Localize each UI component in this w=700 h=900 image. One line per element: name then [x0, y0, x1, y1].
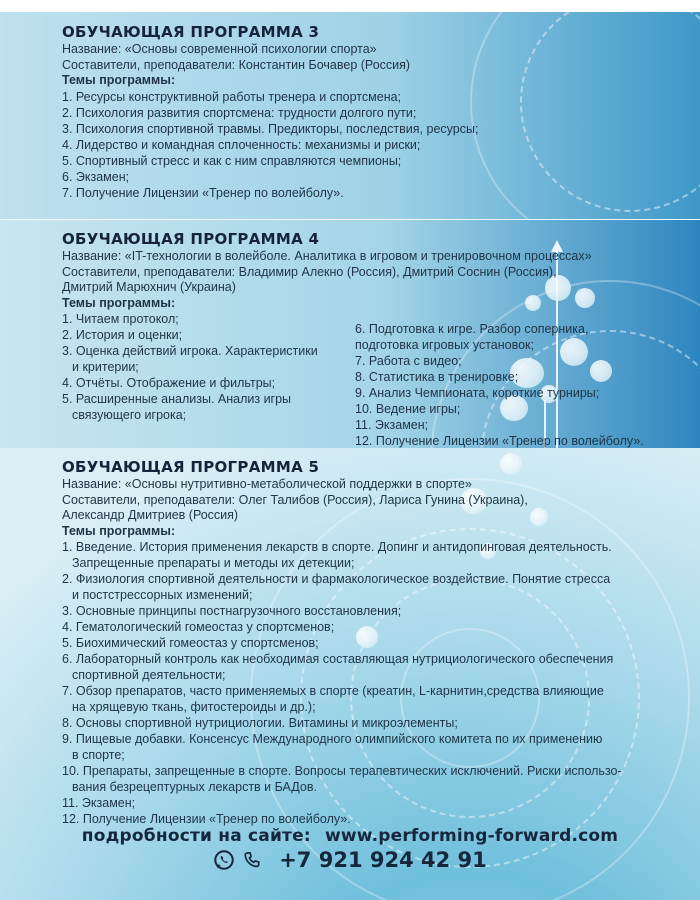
- list-item: 8. Статистика в тренировке;: [355, 370, 519, 384]
- list-item: 2. Психология развития спортсмена: трудности долгого пути;: [62, 105, 417, 120]
- list-item: 3. Основные принципы постнагрузочного восстановления;: [62, 604, 402, 618]
- list-item: 6. Подготовка к игре. Разбор соперника, подготовка игровых установок;: [355, 322, 589, 352]
- program-3-section: [62, 22, 670, 201]
- list-item: 4. Отчёты. Отображение и фильтры;: [62, 376, 276, 390]
- list-item: 5. Расширенные анализы. Анализ игры связующего игрока;: [62, 392, 292, 422]
- list-item: 6. Экзамен;: [62, 169, 130, 184]
- program-4-name: Название: «IT-технологии в волейболе. Аналитика в игровом и тренировочном процессах»: [62, 249, 592, 263]
- list-item: 2. Физиология спортивной деятельности и фармакологическое воздействие. Понятие стресса и постстрессорных изменений;: [62, 572, 611, 602]
- list-item: 5. Биохимический гомеостаз у спортсменов;: [62, 636, 319, 650]
- program-5-topics-heading: Темы программы:: [62, 523, 176, 538]
- list-item: 7. Обзор препаратов, часто применяемых в спорте (креатин, L-карнитин,средства влияющие на хрящевую ткань, фитостероиды и др.);: [62, 684, 604, 714]
- list-item: 5. Спортивный стресс и как с ним справляются чемпионы;: [62, 153, 402, 168]
- list-item: 3. Оценка действий игрока. Характеристики и критерии;: [62, 344, 318, 374]
- program-5-authors: Составители, преподаватели: Олег Талибов (Россия), Лариса Гунина (Украина),: [62, 492, 528, 507]
- program-3-name: Название: «Основы современной психологии спорта»: [62, 42, 377, 56]
- list-item: 11. Экзамен;: [62, 796, 136, 810]
- list-item: 12. Получение Лицензии «Тренер по волейболу».: [355, 434, 644, 448]
- whatsapp-icon[interactable]: [213, 849, 235, 871]
- list-item: 3. Психология спортивной травмы. Предикторы, последствия, ресурсы;: [62, 121, 479, 136]
- list-item: 1. Ресурсы конструктивной работы тренера и спортсмена;: [62, 89, 402, 104]
- list-item: 1. Введение. История применения лекарств в спорте. Допинг и антидопинговая деятельность. Запрещенные препараты и методы их детекции;: [62, 540, 612, 570]
- list-item: 4. Гематологический гомеостаз у спортсменов;: [62, 620, 335, 634]
- phone-icon[interactable]: [243, 850, 261, 870]
- list-item: 10. Ведение игры;: [355, 402, 461, 416]
- program-4-section: [62, 229, 670, 448]
- program-3-title: ОБУЧАЮЩАЯ ПРОГРАММА 3: [62, 23, 320, 41]
- list-item: 9. Анализ Чемпионата, короткие турниры;: [355, 386, 600, 400]
- program-3-topics-heading: Темы программы:: [62, 73, 176, 87]
- list-item: 8. Основы спортивной нутрициологии. Витамины и микроэлементы;: [62, 716, 458, 730]
- phone-line: [0, 848, 700, 872]
- program-5-section: [62, 457, 670, 827]
- list-item: 7. Работа с видео;: [355, 354, 462, 368]
- program-5-authors-cont: Александр Дмитриев (Россия): [62, 508, 239, 522]
- program-4-authors: Составители, преподаватели: Владимир Алекно (Россия), Дмитрий Соснин (Россия),: [62, 264, 557, 279]
- list-item: 9. Пищевые добавки. Консенсус Международного олимпийского комитета по их применению в спорте;: [62, 732, 603, 762]
- list-item: 1. Читаем протокол;: [62, 312, 179, 326]
- program-3-topics-list: [62, 89, 670, 201]
- list-item: 11. Экзамен;: [355, 418, 429, 432]
- website-link[interactable]: www.performing-forward.com: [324, 826, 619, 846]
- program-5-topics-list: [62, 539, 670, 827]
- website-line: [0, 826, 700, 846]
- program-4-topics-left: [62, 311, 354, 423]
- program-5-title: ОБУЧАЮЩАЯ ПРОГРАММА 5: [62, 458, 320, 476]
- program-4-title: ОБУЧАЮЩАЯ ПРОГРАММА 4: [62, 230, 320, 248]
- program-4-authors-cont: Дмитрий Марюхнич (Украина): [62, 280, 236, 294]
- list-item: 7. Получение Лицензии «Тренер по волейболу».: [62, 185, 344, 200]
- phone-number[interactable]: +7 921 924 42 91: [279, 848, 487, 872]
- list-item: 4. Лидерство и командная сплоченность: механизмы и риски;: [62, 137, 421, 152]
- program-4-topics-right: [355, 321, 675, 449]
- list-item: 10. Препараты, запрещенные в спорте. Вопросы терапевтических исключений. Риски использо- вания безрецептурных лекарств и БАДов.: [62, 764, 622, 794]
- program-3-authors: Составители, преподаватели: Константин Бочавер (Россия): [62, 57, 411, 72]
- website-label: подробности на сайте:: [81, 826, 311, 846]
- list-item: 12. Получение Лицензии «Тренер по волейболу».: [62, 812, 351, 826]
- program-4-topics-heading: Темы программы:: [62, 295, 176, 310]
- list-item: 2. История и оценки;: [62, 328, 183, 342]
- list-item: 6. Лабораторный контроль как необходимая составляющая нутрициологического обеспечения спортивной деятельности;: [62, 652, 614, 682]
- program-5-name: Название: «Основы нутритивно-метаболической поддержки в спорте»: [62, 477, 472, 491]
